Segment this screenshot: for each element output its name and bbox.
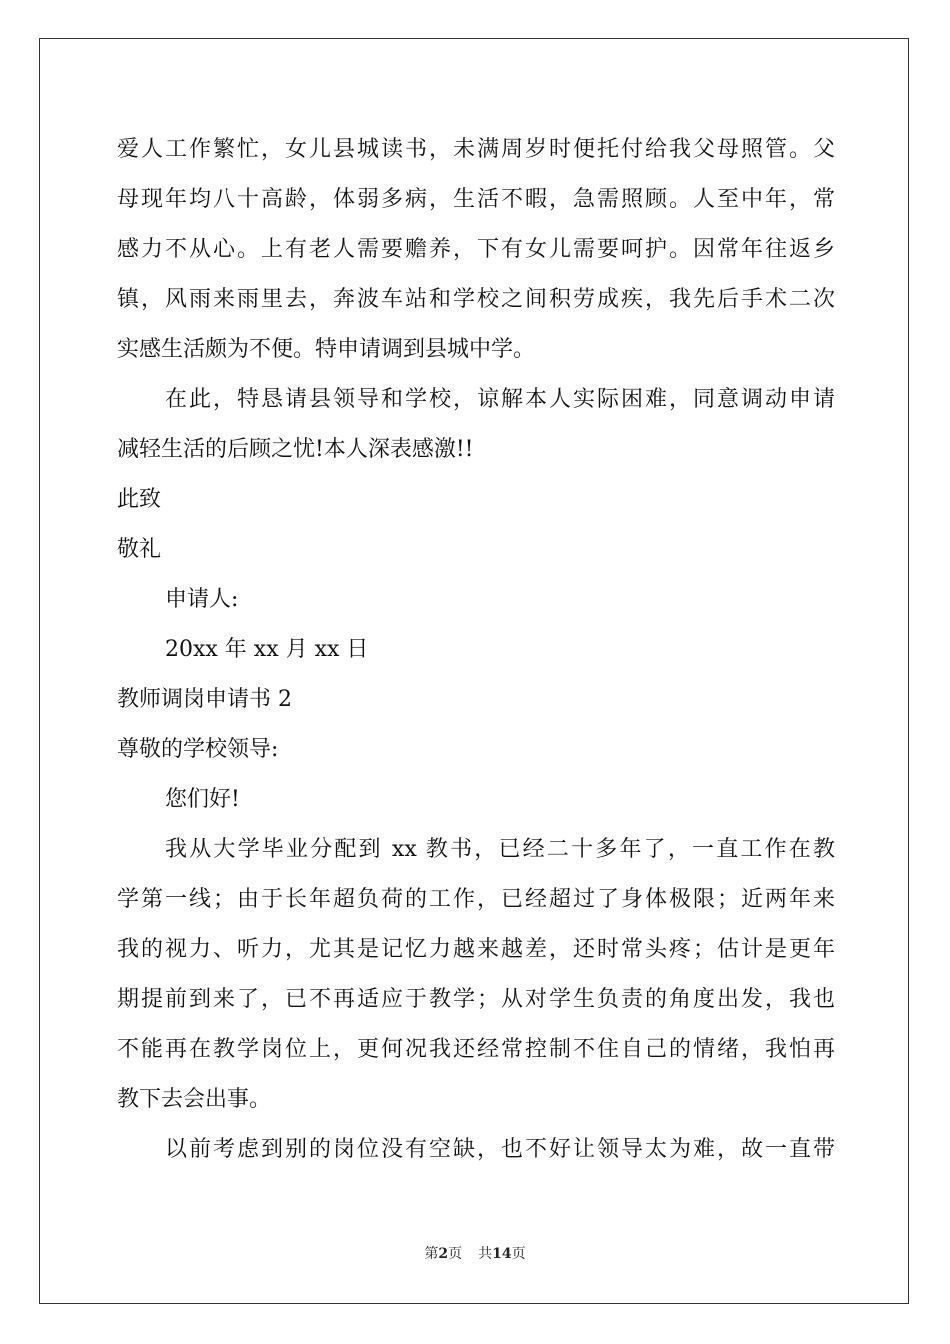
applicant-label: 申请人: bbox=[165, 587, 239, 612]
text-line: 感力不从心。上有老人需要赡养，下有女儿需要呵护。因常年往返乡 bbox=[117, 237, 835, 262]
text-line: 镇，风雨来雨里去，奔波车站和学校之间积劳成疾，我先后手术二次 bbox=[117, 287, 835, 312]
total-suffix: 页 bbox=[511, 1246, 526, 1262]
text-line: 期提前到来了，已不再适应于教学；从对学生负责的角度出发，我也 bbox=[117, 987, 835, 1012]
page-footer bbox=[0, 1243, 950, 1263]
page-number: 2 bbox=[438, 1246, 449, 1262]
text-line: 学第一线；由于长年超负荷的工作，已经超过了身体极限；近两年来 bbox=[117, 887, 835, 912]
text-line: 我从大学毕业分配到 xx 教书，已经二十多年了，一直工作在教 bbox=[165, 837, 835, 862]
section-title: 教师调岗申请书 2 bbox=[117, 687, 292, 712]
text-line: 我的视力、听力，尤其是记忆力越来越差，还时常头疼；估计是更年 bbox=[117, 937, 835, 962]
text-line: 减轻生活的后顾之忧!本人深表感激!! bbox=[117, 437, 474, 462]
total-pages: 14 bbox=[492, 1246, 512, 1262]
text-line: 实感生活颇为不便。特申请调到县城中学。 bbox=[117, 337, 536, 362]
text-line: 不能再在教学岗位上，更何况我还经常控制不住自己的情绪，我怕再 bbox=[117, 1037, 835, 1062]
text-line: 教下去会出事。 bbox=[117, 1087, 272, 1112]
salutation-regards: 敬礼 bbox=[117, 537, 162, 562]
text-line: 以前考虑到别的岗位没有空缺，也不好让领导太为难，故一直带 bbox=[165, 1137, 835, 1162]
text-line: 母现年均八十高龄，体弱多病，生活不暇，急需照顾。人至中年，常 bbox=[117, 187, 835, 212]
salutation-closing: 此致 bbox=[117, 487, 162, 512]
text-line: 爱人工作繁忙，女儿县城读书，未满周岁时便托付给我父母照管。父 bbox=[117, 137, 835, 162]
letter-hello: 您们好! bbox=[165, 787, 240, 812]
text-line: 在此，特恳请县领导和学校，谅解本人实际困难，同意调动申请 bbox=[165, 387, 835, 412]
total-prefix: 共 bbox=[478, 1246, 493, 1262]
page-prefix: 第 bbox=[424, 1246, 439, 1262]
date-line: 20xx 年 xx 月 xx 日 bbox=[165, 637, 369, 662]
letter-greeting: 尊敬的学校领导: bbox=[117, 737, 279, 762]
page-suffix: 页 bbox=[448, 1246, 463, 1262]
document-body bbox=[117, 125, 835, 1175]
